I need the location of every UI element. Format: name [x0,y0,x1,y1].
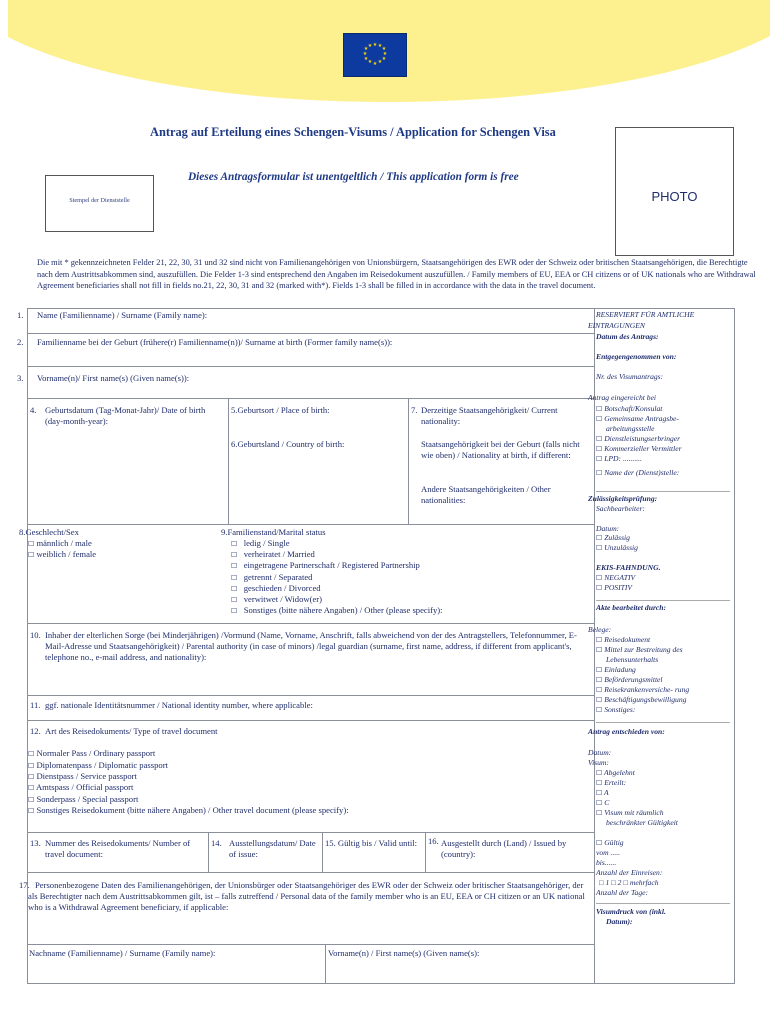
form-title: Antrag auf Erteilung eines Schengen-Visums / Application for Schengen Visa [150,125,556,139]
sidebar-option[interactable]: ☐ NEGATIV [596,573,636,582]
sidebar-option-label: Gemeinsame Antragsbe- [604,414,679,423]
field-17-number: 17. [19,880,30,890]
sidebar-option[interactable]: ☐ LPD: .......... [596,454,642,463]
sidebar-option[interactable]: ☐ Gültig [596,838,624,847]
svg-text:★: ★ [367,43,373,49]
sidebar-date-2: Datum: [588,748,612,757]
sidebar-option[interactable]: ☐ Abgelehnt [596,768,635,777]
document-option-label: Sonderpass / Special passport [36,794,139,804]
sidebar-option-cont: beschränkter Gültigkeit [606,818,678,827]
sidebar-processed-by: Akte bearbeitet durch: [596,603,667,612]
sidebar-option-label: Beschäftigungsbewilligung [604,695,687,704]
field-13-document-number[interactable]: Nummer des Reisedokuments/ Number of travel document: [45,838,191,859]
sidebar-option[interactable]: ☐ Mittel zur Bestreitung des [596,645,683,654]
sex-option-label: weiblich / female [36,549,97,559]
document-option-label: Dienstpass / Service passport [36,771,137,781]
sidebar-option-label: Name der (Dienst)stelle: [604,468,680,477]
sidebar-option[interactable]: ☐ Kommerzieller Vermittler [596,444,682,453]
field-5-place-of-birth[interactable]: 5.Geburtsort / Place of birth: [231,405,330,415]
field-16-issued-by[interactable]: Ausgestellt durch (Land) / Issued by (country): [441,838,567,859]
sidebar-option-label: LPD: .......... [604,454,642,463]
field-7-other-nationalities[interactable]: Andere Staatsangehörigkeiten / Other nationalities: [421,484,551,505]
field-17-family-member: Personenbezogene Daten des Familienangehörigen, der Unionsbürger oder Staatsangehöriger des EWR oder der Schweiz oder britischer Staatsangehöriger, der als Berechtigter nach dem Austrittsabkommen gilt, ist – falls zutreffend / Personal data of the family member who is an EU, EEA or CH citizen or an UK national who is a Withdrawal Agreement beneficiary, if applicable: [28,880,585,912]
svg-text:★: ★ [377,43,383,49]
row-number-2: 2. [17,337,24,347]
sex-option-male[interactable]: ☐ männlich / male [28,538,92,548]
sidebar-option-label: Mittel zur Bestreitung des [604,645,683,654]
field-12-travel-document: Art des Reisedokuments/ Type of travel document [45,726,218,736]
eu-flag-icon [343,33,407,77]
marital-option-label: verwitwet / Widow(er) [243,594,322,604]
photo-box[interactable] [615,127,734,256]
document-option-label: Normaler Pass / Ordinary passport [36,748,156,758]
sidebar-option[interactable]: ☐ A [596,788,609,797]
document-option[interactable]: ☐ Sonstiges Reisedokument (bitte nähere Angaben) / Other travel document (please specify): [28,805,349,815]
sidebar-option-label: Reisedokument [604,635,651,644]
document-option[interactable]: ☐ Normaler Pass / Ordinary passport [28,748,156,758]
sidebar-case-officer: Sachbearbeiter: [596,504,645,513]
sidebar-option-label: Abgelehnt [604,768,635,777]
sidebar-option[interactable]: ☐ Unzulässig [596,543,638,552]
row-number-1: 1. [17,310,24,320]
sidebar-decided-by: Antrag entschieden von: [588,727,665,736]
field-2-surname-at-birth[interactable]: Familienname bei der Geburt (frühere(r) Familienname(n))/ Surname at birth (Former family name(s)): [37,337,393,347]
sidebar-option-label: Beförderungsmittel [604,675,663,684]
sidebar-entries: EINTRAGUNGEN [588,321,645,330]
sidebar-submitted-at: Antrag eingereicht bei [588,393,657,402]
document-option[interactable]: ☐ Diplomatenpass / Diplomatic passport [28,760,168,770]
sidebar-option[interactable]: ☐ Reisekrankenversiche- rung [596,685,690,694]
sidebar-option[interactable]: ☐ Beschäftigungsbewilligung [596,695,687,704]
marital-option-label: getrennt / Separated [243,572,313,582]
sidebar-option-label: Visum mit räumlich [604,808,664,817]
svg-text:★: ★ [362,51,368,57]
sidebar-option-label: Unzulässig [604,543,638,552]
marital-option[interactable]: ☐ verwitwet / Widow(er) [231,594,322,604]
row-number-3: 3. [17,373,24,383]
svg-text:★: ★ [372,42,378,48]
sidebar-option-label: Dienstleistungserbringer [604,434,681,443]
field-6-country-of-birth[interactable]: 6.Geburtsland / Country of birth: [231,439,345,449]
field-9-marital-status: 9.Familienstand/Marital status [221,527,326,537]
sidebar-option[interactable]: ☐ Reisedokument [596,635,651,644]
svg-text:★: ★ [377,59,383,65]
field-17-surname[interactable]: Nachname (Familienname) / Surname (Family name): [29,948,216,958]
sidebar-application-number: Nr. des Visumantrags: [596,372,664,381]
marital-option-label: geschieden / Divorced [243,583,321,593]
sidebar-option[interactable]: ☐ Gemeinsame Antragsbe- [596,414,679,423]
sidebar-option-cont: Lebensunterhalts [606,655,659,664]
marital-option[interactable]: ☐ Sonstiges (bitte nähere Angaben) / Other (please specify): [231,605,443,615]
sidebar-option-label: C [604,798,610,807]
sidebar-option-label: Erteilt: [604,778,627,787]
svg-text:★: ★ [372,61,378,67]
svg-text:★: ★ [381,46,387,52]
sidebar-documents: Belege: [588,625,612,634]
marital-option[interactable]: ☐ ledig / Single [231,538,290,548]
sidebar-received-by: Entgegengenommen von: [596,352,677,361]
marital-option-label: ledig / Single [243,538,290,548]
sidebar-option-label: Kommerzieller Vermittler [604,444,682,453]
document-option[interactable]: ☐ Sonderpass / Special passport [28,794,139,804]
svg-text:★: ★ [367,59,373,65]
sidebar-option[interactable]: ☐ Botschaft/Konsulat [596,404,663,413]
sidebar-option[interactable]: ☐ Einladung [596,665,636,674]
field-14-number: 14. [211,838,222,848]
sidebar-option[interactable]: ☐ Visum mit räumlich [596,808,664,817]
sidebar-option[interactable]: ☐ Beförderungsmittel [596,675,663,684]
field-7-current-nationality[interactable]: Derzeitige Staatsangehörigkeit/ Current nationality: [421,405,558,426]
marital-option-label: verheiratet / Married [243,549,315,559]
field-13-number: 13. [30,838,41,848]
sidebar-option[interactable]: ☐ Name der (Dienst)stelle: [596,468,680,477]
field-3-first-name[interactable]: Vorname(n)/ First name(s) (Given name(s)): [37,373,190,383]
sex-option-female[interactable]: ☐ weiblich / female [28,549,97,559]
sidebar-option-label: Reisekrankenversiche- rung [604,685,690,694]
field-10-number: 10. [30,630,41,640]
sidebar-option-label: Einladung [604,665,636,674]
sidebar-option[interactable]: ☐ POSITIV [596,583,633,592]
field-12-number: 12. [30,726,41,736]
marital-option[interactable]: ☐ verheiratet / Married [231,549,315,559]
svg-text:★: ★ [382,51,388,57]
sidebar-application-date: Datum des Antrags: [596,332,659,341]
field-7-number: 7. [411,405,418,415]
field-16-number: 16. [428,836,439,846]
svg-text:★: ★ [363,46,369,52]
marital-option[interactable]: ☐ geschieden / Divorced [231,583,321,593]
sidebar-option[interactable]: ☐ Dienstleistungserbringer [596,434,681,443]
field-4-number: 4. [30,405,37,415]
document-option[interactable]: ☐ Amtspass / Official passport [28,782,134,792]
field-4-date-of-birth[interactable]: Geburtsdatum (Tag-Monat-Jahr)/ Date of birth (day-month-year): [45,405,206,426]
field-11-number: 11. [30,700,41,710]
sidebar-option-label: Gültig [604,838,624,847]
sidebar-option[interactable]: ☐ C [596,798,610,807]
svg-text:★: ★ [381,56,387,62]
sidebar-entries-count: Anzahl der Einreisen: [596,868,663,877]
sidebar-option-label: Botschaft/Konsulat [604,404,663,413]
sidebar-admissibility: Zulässigkeitsprüfung: [588,494,658,503]
document-option-label: Diplomatenpass / Diplomatic passport [36,760,168,770]
sidebar-option[interactable]: ☐ Zulässig [596,533,630,542]
intro-text: Die mit * gekennzeichneten Felder 21, 22, 30, 31 und 32 sind nicht von Familienangehörigen von Unionsbürgern, Staatsangehörigen des EWR oder der Schweiz oder britischen Staatsangehörigen, die Berechtigte nach dem Austrittsabkommen sind, auszufüllen. Die Felder 1-3 sind entsprechend den Angaben im Reisedokument auszufüllen. / Family members of EU, EEA or CH citizens or of UK nationals who are Withdrawal Agreement beneficiaries shall not fill in fields no.21, 22, 30, 31 and 32 (marked with*). Fields 1-3 shall be filled in in accordance with the data in the travel document. [37,258,756,290]
field-10-parental-authority[interactable]: Inhaber der elterlichen Sorge (bei Minderjährigen) /Vormund (Name, Vorname, Anschrift, falls abweichend von der des Antragstellers, Telefonnummer, E-Mail-Adresse und Staatsangehörigkeit) / Parental authority (in case of minors) /legal guardian (surname, first name, address, if different from applicant's, telephone no., e-mail address, and nationality): [45,630,577,662]
sidebar-visa-print-date: Datum): [606,917,633,926]
sex-option-label: männlich / male [36,538,92,548]
marital-option-label: eingetragene Partnerschaft / Registered Partnership [243,560,420,570]
sidebar-ekis: EKIS-FAHNDUNG. [596,563,661,572]
sidebar-option[interactable]: ☐ Erteilt: [596,778,627,787]
marital-option[interactable]: ☐ getrennt / Separated [231,572,313,582]
marital-option[interactable]: ☐ eingetragene Partnerschaft / Registered Partnership [231,560,420,570]
sidebar-visa-print: Visumdruck von (inkl. [596,907,666,916]
sidebar-date: Datum: [596,524,620,533]
sidebar-option[interactable]: ☐ Sonstiges: [596,705,636,714]
sidebar-visa: Visum: [588,758,609,767]
document-option-label: Amtspass / Official passport [35,782,134,792]
field-8-sex: 8.Geschlecht/Sex [19,527,79,537]
marital-option-label: Sonstiges (bitte nähere Angaben) / Other (please specify): [243,605,443,615]
sidebar-option-label: NEGATIV [604,573,636,582]
stamp-box [45,175,154,232]
free-notice: Dieses Antragsformular ist unentgeltlich / This application form is free [188,171,519,183]
sidebar-days: Anzahl der Tage: [596,888,649,897]
sidebar-option-cont: arbeitungsstelle [606,424,655,433]
svg-text:★: ★ [363,56,369,62]
photo-label: PHOTO [651,189,698,204]
sidebar-option-label: A [604,788,609,797]
sidebar-valid-from: vom ..... [596,848,621,857]
field-11-national-id[interactable]: ggf. nationale Identitätsnummer / National identity number, where applicable: [45,700,313,710]
document-option-label: Sonstiges Reisedokument (bitte nähere Angaben) / Other travel document (please specify): [36,805,349,815]
sidebar-valid-to: bis...... [596,858,617,867]
field-1-surname[interactable]: Name (Familienname) / Surname (Family name): [37,310,208,320]
document-option[interactable]: ☐ Dienstpass / Service passport [28,771,137,781]
field-17-first-name[interactable]: Vorname(n) / First name(s) (Given name(s): [328,948,480,958]
sidebar-entries-options[interactable]: □ 1 □ 2 □ mehrfach [599,878,659,887]
field-7-nationality-at-birth[interactable]: Staatsangehörigkeit bei der Geburt (falls nicht wie oben) / Nationality at birth, if different: [421,439,580,460]
field-14-date-of-issue[interactable]: Ausstellungsdatum/ Date of issue: [229,838,316,859]
sidebar-reserved: RESERVIERT FÜR AMTLICHE [596,310,695,319]
field-15-valid-until[interactable]: 15. Gültig bis / Valid until: [325,838,417,848]
sidebar-option-label: Zulässig [604,533,630,542]
sidebar-option-label: Sonstiges: [604,705,636,714]
stamp-label: Stempel der Dienststelle [69,197,130,204]
sidebar-option-label: POSITIV [604,583,633,592]
